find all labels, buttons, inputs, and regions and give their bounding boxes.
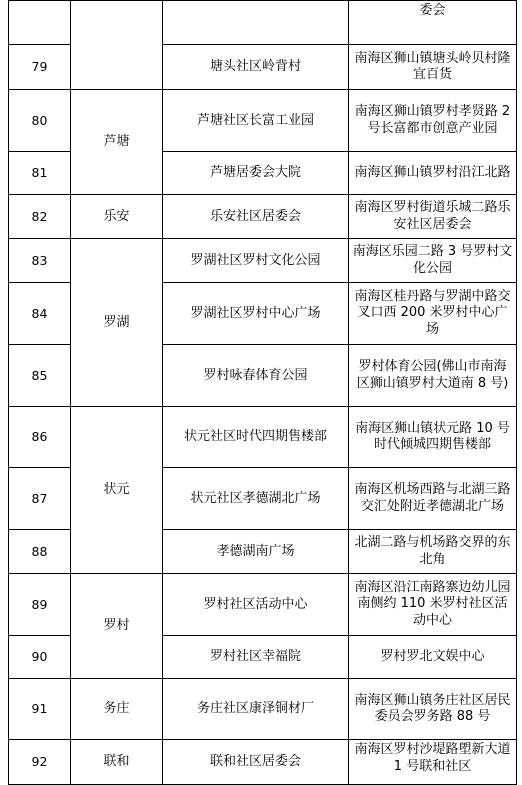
cell-address: 南海区罗村街道乐城二路乐安社区居委会 [349, 195, 517, 239]
table-row [9, 90, 517, 152]
cell-area: 罗湖 [71, 239, 163, 407]
cell-name: 罗村咏春体育公园 [163, 345, 349, 407]
cell-no: 79 [9, 45, 71, 90]
cell-no: 89 [9, 574, 71, 636]
table-row [9, 407, 517, 468]
cell-address: 南海区狮山镇务庄社区居民委员会罗务路 88 号 [349, 679, 517, 740]
cell-address: 北湖二路与机场路交界的东北角 [349, 530, 517, 574]
cell-no: 88 [9, 530, 71, 574]
table-row [9, 740, 517, 785]
cell-address: 南海区狮山镇罗村孝贤路 2 号长富都市创意产业园 [349, 90, 517, 152]
cell-name: 孝德湖南广场 [163, 530, 349, 574]
cell-name: 罗村社区幸福院 [163, 636, 349, 679]
cell-address: 南海区狮山镇塘头岭贝村隆宜百货 [349, 45, 517, 90]
cell-no: 91 [9, 679, 71, 740]
address-text: 南海区罗村沙堤路塱新大道 1 号联和社区 [354, 742, 511, 774]
cell-no: 86 [9, 407, 71, 468]
cell-area: 乐安 [71, 195, 163, 239]
cell-address: 罗村罗北文娱中心 [349, 636, 517, 679]
cell-name: 乐安社区居委会 [163, 195, 349, 239]
cell-name: 罗湖社区罗村文化公园 [163, 239, 349, 283]
cell-address: 南海区桂丹路与罗湖中路交叉口西 200 米罗村中心广场 [349, 283, 517, 345]
cell-no: 92 [9, 740, 71, 785]
cell-address: 南海区乐园二路 3 号罗村文化公园 [349, 239, 517, 283]
cell-address [349, 740, 517, 785]
table-row [9, 679, 517, 740]
cell-area [71, 1, 163, 90]
cell-address: 南海区狮山镇罗村沿江北路 [349, 152, 517, 195]
cell-name: 芦塘居委会大院 [163, 152, 349, 195]
table-row [9, 239, 517, 283]
cell-address: 南海区狮山镇状元路 10 号时代倾城四期售楼部 [349, 407, 517, 468]
table-row [9, 1, 517, 45]
table-container [8, 0, 517, 785]
cell-address: 罗村体育公园(佛山市南海区狮山镇罗村大道南 8 号) [349, 345, 517, 407]
cell-name: 务庄社区康泽铜材厂 [163, 679, 349, 740]
cell-address: 南海区沿江南路寨边幼儿园南侧约 110 米罗村社区活动中心 [349, 574, 517, 636]
cell-no: 81 [9, 152, 71, 195]
cell-no: 85 [9, 345, 71, 407]
cell-no: 87 [9, 468, 71, 530]
cell-no [9, 1, 71, 45]
cell-name: 状元社区孝德湖北广场 [163, 468, 349, 530]
cell-name [163, 1, 349, 45]
cell-address: 委会 [349, 1, 517, 45]
cell-address: 南海区机场西路与北湖三路交汇处附近孝德湖北广场 [349, 468, 517, 530]
cell-area: 联和 [71, 740, 163, 785]
table-row [9, 195, 517, 239]
cell-name: 芦塘社区长富工业园 [163, 90, 349, 152]
cell-area: 务庄 [71, 679, 163, 740]
cell-area: 芦塘 [71, 90, 163, 195]
polling-station-table [8, 0, 517, 785]
cell-no: 82 [9, 195, 71, 239]
cell-no: 90 [9, 636, 71, 679]
table-row [9, 574, 517, 636]
cell-no: 80 [9, 90, 71, 152]
cell-no: 84 [9, 283, 71, 345]
cell-name: 联和社区居委会 [163, 740, 349, 785]
cell-no: 83 [9, 239, 71, 283]
cell-name: 状元社区时代四期售楼部 [163, 407, 349, 468]
cell-name: 罗湖社区罗村中心广场 [163, 283, 349, 345]
cell-area: 状元 [71, 407, 163, 574]
cell-name: 罗村社区活动中心 [163, 574, 349, 636]
cell-name: 塘头社区岭背村 [163, 45, 349, 90]
cell-area: 罗村 [71, 574, 163, 679]
